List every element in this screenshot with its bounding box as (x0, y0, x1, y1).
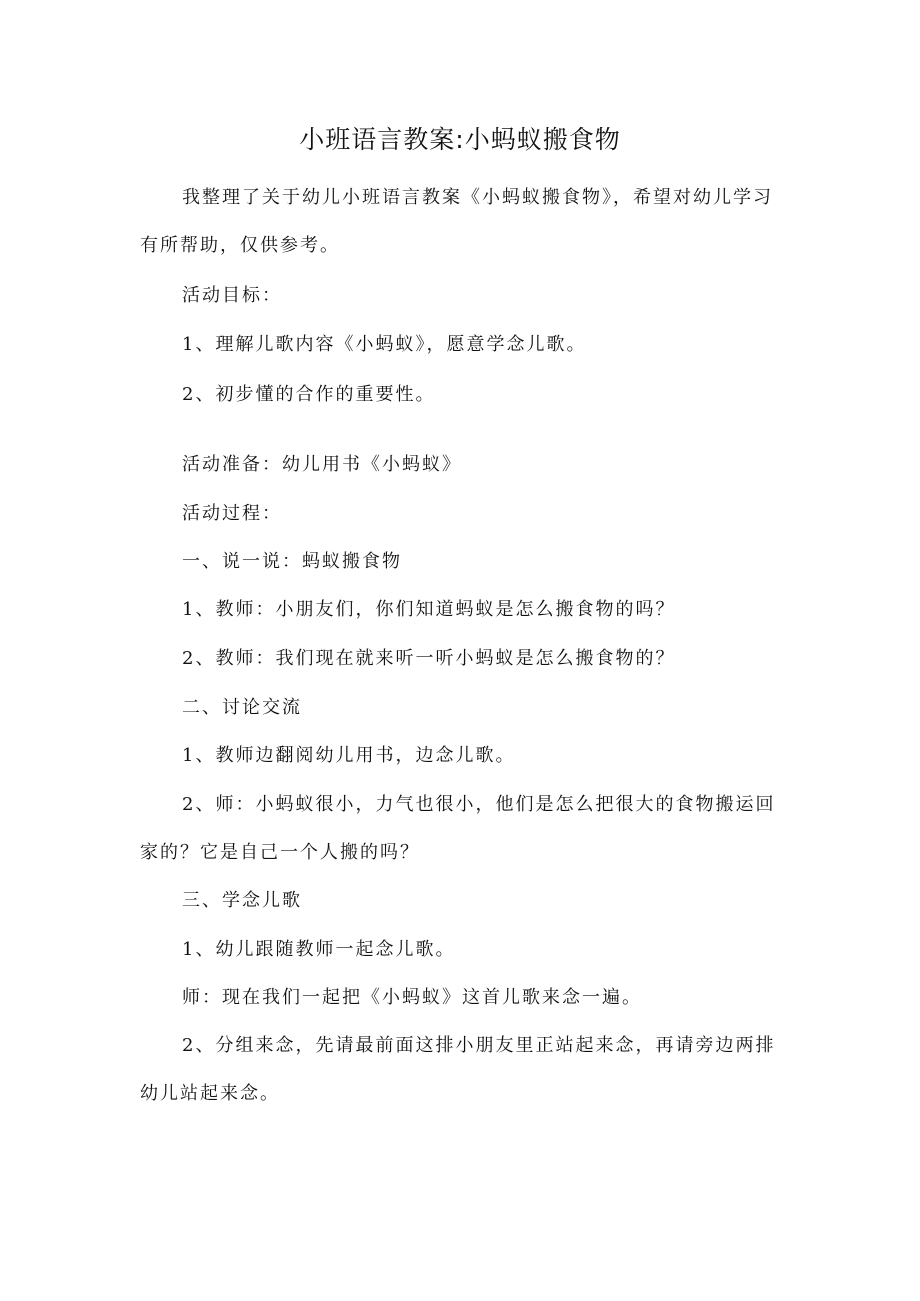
intro-paragraph: 我整理了关于幼儿小班语言教案《小蚂蚁搬食物》，希望对幼儿学习有所帮助，仅供参考。 (140, 187, 773, 256)
document-title: 小班语言教案:小蚂蚁搬食物 (299, 125, 621, 154)
section-heading-2: 二、讨论交流 (182, 697, 302, 718)
goal-item-2: 2、初步懂的合作的重要性。 (182, 384, 436, 405)
process-heading: 活动过程： (182, 503, 282, 524)
section-1-item-1: 1、教师：小朋友们，你们知道蚂蚁是怎么搬食物的吗？ (182, 599, 676, 620)
goals-heading: 活动目标： (182, 285, 282, 306)
preparation-line: 活动准备：幼儿用书《小蚂蚁》 (182, 454, 462, 475)
section-2-item-2: 2、师：小蚂蚁很小，力气也很小，他们是怎么把很大的食物搬运回家的？它是自己一个人搬的吗？ (140, 794, 776, 863)
section-3-item-2: 2、分组来念，先请最前面这排小朋友里正站起来念，再请旁边两排幼儿站起来念。 (140, 1035, 776, 1104)
section-1-item-2: 2、教师：我们现在就来听一听小蚂蚁是怎么搬食物的？ (182, 648, 676, 669)
section-2-item-1: 1、教师边翻阅幼儿用书，边念儿歌。 (182, 745, 516, 766)
section-3-item-1: 1、幼儿跟随教师一起念儿歌。 (182, 939, 456, 960)
section-heading-3: 三、学念儿歌 (182, 890, 302, 911)
section-heading-1: 一、说一说：蚂蚁搬食物 (182, 551, 402, 572)
goal-item-1: 1、理解儿歌内容《小蚂蚁》，愿意学念儿歌。 (182, 334, 587, 355)
section-3-teacher-line: 师：现在我们一起把《小蚂蚁》这首儿歌来念一遍。 (182, 987, 642, 1008)
